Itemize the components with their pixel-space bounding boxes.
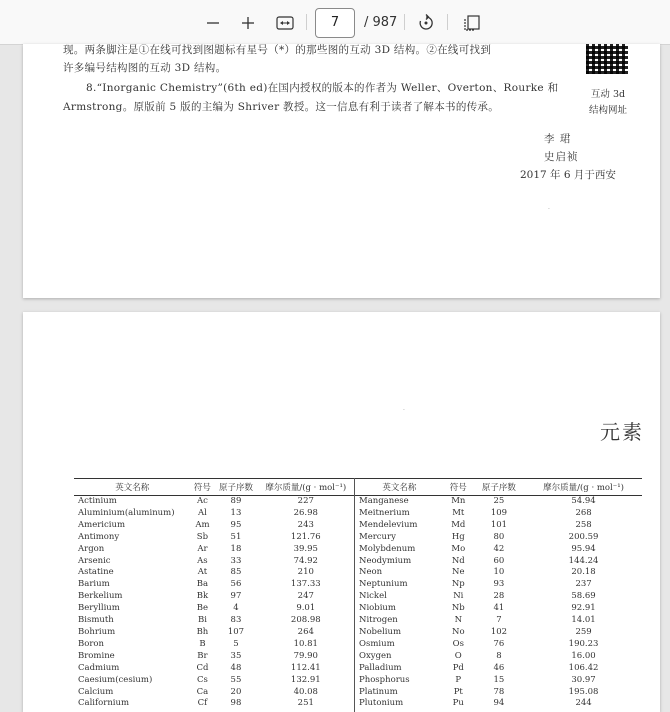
symbol-cell: No	[452, 626, 465, 637]
page-total: / 987	[364, 15, 398, 30]
element-name-cell: Mendelevium	[359, 519, 418, 530]
symbol-cell: N	[454, 615, 462, 626]
zoom-in-button[interactable]	[236, 11, 260, 35]
element-name-cell: Nickel	[359, 591, 387, 602]
toolbar-divider	[306, 14, 307, 30]
symbol-cell: Mn	[451, 496, 466, 506]
symbol-cell: Bk	[196, 591, 209, 602]
atomic-number-cell: 95	[230, 519, 242, 530]
atomic-number-cell: 5	[233, 638, 239, 649]
element-name-cell: Cadmium	[78, 662, 120, 673]
zoom-out-button[interactable]	[201, 11, 225, 35]
element-name-cell: Bohrium	[78, 626, 116, 637]
column-header: 原子序数	[473, 479, 525, 496]
molar-mass-cell: 251	[297, 698, 314, 709]
symbol-cell: Ar	[197, 543, 208, 554]
symbol-cell: Be	[196, 603, 209, 614]
atomic-number-cell: 51	[230, 531, 242, 542]
atomic-number-cell: 102	[490, 626, 508, 637]
table-row	[355, 579, 642, 591]
table-row	[355, 591, 642, 603]
rotate-button[interactable]	[414, 11, 438, 35]
symbol-cell: Ca	[196, 686, 209, 697]
author-signature: 史启祯	[544, 151, 579, 163]
molar-mass-cell: 227	[297, 496, 314, 506]
table-row	[74, 615, 354, 627]
symbol-cell: At	[197, 567, 208, 578]
atomic-number-cell: 42	[493, 543, 505, 554]
symbol-cell: Nd	[451, 555, 465, 566]
element-name-cell: Platinum	[359, 686, 398, 697]
molar-mass-cell: 243	[297, 519, 314, 530]
atomic-number-cell: 93	[493, 579, 505, 590]
element-name-cell: Californium	[78, 698, 130, 709]
table-row	[74, 556, 354, 568]
atomic-number-cell: 8	[496, 650, 502, 661]
element-name-cell: Oxygen	[359, 650, 392, 661]
table-row	[355, 615, 642, 627]
symbol-cell: Cd	[196, 662, 209, 673]
table-header-row	[74, 479, 354, 496]
author-signature: 李 珺	[544, 133, 572, 145]
symbol-cell: Mo	[451, 543, 466, 554]
fit-width-button[interactable]	[273, 11, 297, 35]
page-title: 元素	[600, 420, 644, 444]
element-name-cell: Argon	[78, 543, 105, 554]
table-row	[74, 532, 354, 544]
table-row	[355, 675, 642, 687]
atomic-number-cell: 7	[496, 615, 502, 626]
atomic-number-cell: 109	[490, 507, 508, 518]
symbol-cell: Pu	[452, 698, 464, 709]
molar-mass-cell: 210	[297, 567, 314, 578]
molar-mass-cell: 95.94	[571, 543, 596, 554]
element-name-cell: Phosphorus	[359, 674, 410, 685]
page-number-input[interactable]: 7	[315, 8, 355, 38]
molar-mass-cell: 258	[575, 519, 592, 530]
atomic-number-cell: 83	[230, 615, 242, 626]
pdf-toolbar	[0, 0, 670, 45]
element-name-cell: Americium	[78, 519, 126, 530]
symbol-cell: Cf	[197, 698, 208, 709]
table-row	[355, 532, 642, 544]
toolbar-divider	[404, 14, 405, 30]
symbol-cell: B	[199, 638, 206, 649]
document-page	[23, 312, 660, 712]
signature-date: 2017 年 6 月于西安	[520, 169, 616, 181]
table-row	[355, 639, 642, 651]
symbol-cell: Cs	[197, 674, 208, 685]
table-row	[355, 663, 642, 675]
atomic-number-cell: 80	[493, 531, 505, 542]
atomic-number-cell: 25	[493, 496, 505, 506]
atomic-number-cell: 78	[493, 686, 505, 697]
symbol-cell: O	[454, 650, 462, 661]
molar-mass-cell: 200.59	[568, 531, 599, 542]
atomic-number-cell: 13	[230, 507, 242, 518]
table-row	[355, 603, 642, 615]
scan-speck: ·	[548, 206, 550, 213]
molar-mass-cell: 14.01	[571, 615, 596, 626]
symbol-cell: Np	[451, 579, 465, 590]
atomic-number-cell: 89	[230, 496, 242, 506]
molar-mass-cell: 26.98	[293, 507, 318, 518]
table-row	[74, 639, 354, 651]
atomic-number-cell: 35	[230, 650, 242, 661]
molar-mass-cell: 121.76	[290, 531, 321, 542]
symbol-cell: Pt	[453, 686, 463, 697]
atomic-number-cell: 60	[493, 555, 505, 566]
atomic-number-cell: 28	[493, 591, 505, 602]
atomic-number-cell: 101	[490, 519, 508, 530]
element-name-cell: Antimony	[78, 531, 120, 542]
table-row	[74, 567, 354, 579]
element-name-cell: Palladium	[359, 662, 402, 673]
symbol-cell: Nb	[451, 603, 465, 614]
table-row	[74, 651, 354, 663]
symbol-cell: P	[455, 674, 462, 685]
table-row	[74, 627, 354, 639]
atomic-number-cell: 20	[230, 686, 242, 697]
symbol-cell: Bh	[196, 626, 209, 637]
molar-mass-cell: 20.18	[571, 567, 596, 578]
molar-mass-cell: 39.95	[293, 543, 318, 554]
element-name-cell: Bismuth	[78, 615, 114, 626]
table-row	[355, 698, 642, 710]
molar-mass-cell: 58.69	[571, 591, 596, 602]
molar-mass-cell: 74.92	[293, 555, 318, 566]
atomic-number-cell: 56	[230, 579, 242, 590]
table-header-row	[355, 479, 642, 496]
symbol-cell: Md	[451, 519, 466, 530]
paragraph-line: 现。两条脚注是①在线可找到图题标有星号（*）的那些图的互动 3D 结构。②在线可找到	[63, 44, 492, 56]
table-row	[355, 508, 642, 520]
symbol-cell: Sb	[196, 531, 209, 542]
toolbar-divider	[447, 14, 448, 30]
element-name-cell: Berkelium	[78, 591, 123, 602]
scan-speck: ·	[403, 407, 405, 414]
qr-label: 结构网址	[588, 105, 627, 116]
symbol-cell: Pd	[452, 662, 464, 673]
table-row	[74, 675, 354, 687]
table-row	[74, 603, 354, 615]
symbol-cell: Ac	[196, 496, 208, 506]
column-header: 符号	[191, 479, 215, 496]
page-view-button[interactable]	[460, 11, 484, 35]
atomic-number-cell: 97	[230, 591, 242, 602]
molar-mass-cell: 268	[575, 507, 592, 518]
molar-mass-cell: 30.97	[571, 674, 596, 685]
symbol-cell: Mt	[452, 507, 465, 518]
table-row	[355, 496, 642, 508]
atomic-number-cell: 76	[493, 638, 505, 649]
molar-mass-cell: 237	[575, 579, 592, 590]
table-row	[355, 567, 642, 579]
symbol-cell: Ne	[452, 567, 465, 578]
atomic-number-cell: 33	[230, 555, 242, 566]
page-view-icon	[463, 15, 481, 31]
element-name-cell: Bromine	[78, 650, 115, 661]
table-row	[74, 663, 354, 675]
atomic-number-cell: 41	[493, 603, 505, 614]
element-name-cell: Nobelium	[359, 626, 401, 637]
atomic-number-cell: 98	[230, 698, 242, 709]
molar-mass-cell: 40.08	[293, 686, 318, 697]
symbol-cell: Br	[197, 650, 208, 661]
element-name-cell: Neptunium	[359, 579, 408, 590]
column-header: 原子序数	[214, 479, 257, 496]
table-row	[74, 591, 354, 603]
element-name-cell: Niobium	[359, 603, 396, 614]
atomic-number-cell: 48	[230, 662, 242, 673]
symbol-cell: Os	[452, 638, 464, 649]
table-row	[74, 687, 354, 699]
column-header: 摩尔质量/(g · mol⁻¹)	[525, 479, 642, 496]
paragraph-line: Armstrong。原版前 5 版的主编为 Shriver 教授。这一信息有利于读者了解本书的传承。	[63, 101, 500, 113]
minus-icon	[206, 16, 220, 30]
atomic-number-cell: 85	[230, 567, 242, 578]
element-name-cell: Boron	[78, 638, 105, 649]
molar-mass-cell: 264	[297, 626, 314, 637]
molar-mass-cell: 112.41	[290, 662, 321, 673]
symbol-cell: Hg	[451, 531, 465, 542]
paragraph-line: 许多编号结构图的互动 3D 结构。	[63, 62, 227, 74]
atomic-number-cell: 18	[230, 543, 242, 554]
paragraph-line: 8.“Inorganic Chemistry”(6th ed)在国内授权的版本的作者为 Weller、Overton、Rourke 和	[86, 82, 559, 94]
element-name-cell: Arsenic	[78, 555, 111, 566]
atomic-number-cell: 46	[493, 662, 505, 673]
molar-mass-cell: 208.98	[290, 615, 321, 626]
element-name-cell: Manganese	[359, 496, 409, 506]
symbol-cell: Ba	[196, 579, 209, 590]
element-name-cell: Calcium	[78, 686, 114, 697]
molar-mass-cell: 195.08	[568, 686, 599, 697]
plus-icon	[241, 16, 255, 30]
element-name-cell: Caesium(cesium)	[78, 674, 153, 685]
element-name-cell: Astatine	[78, 567, 114, 578]
molar-mass-cell: 190.23	[568, 638, 599, 649]
element-table-left	[74, 478, 354, 710]
atomic-number-cell: 15	[493, 674, 505, 685]
molar-mass-cell: 132.91	[290, 674, 321, 685]
table-row	[74, 698, 354, 710]
molar-mass-cell: 16.00	[571, 650, 596, 661]
element-name-cell: Molybdenum	[359, 543, 416, 554]
molar-mass-cell: 259	[575, 626, 592, 637]
table-row	[74, 508, 354, 520]
symbol-cell: As	[197, 555, 208, 566]
element-table-right	[355, 478, 642, 710]
molar-mass-cell: 244	[575, 698, 592, 709]
table-row	[355, 651, 642, 663]
atomic-number-cell: 107	[227, 626, 245, 637]
table-row	[355, 556, 642, 568]
column-header: 英文名称	[355, 479, 444, 496]
rotate-icon	[417, 14, 435, 32]
element-name-cell: Osmium	[359, 638, 395, 649]
atomic-number-cell: 94	[493, 698, 505, 709]
symbol-cell: Al	[198, 507, 207, 518]
element-name-cell: Beryllium	[78, 603, 120, 614]
column-header: 英文名称	[74, 479, 191, 496]
atomic-number-cell: 55	[230, 674, 242, 685]
atomic-number-cell: 10	[493, 567, 505, 578]
symbol-cell: Ni	[453, 591, 464, 602]
element-name-cell: Neodymium	[359, 555, 412, 566]
qr-code-image	[586, 44, 628, 74]
table-row	[74, 544, 354, 556]
element-name-cell: Plutonium	[359, 698, 404, 709]
symbol-cell: Bi	[197, 615, 207, 626]
element-name-cell: Barium	[78, 579, 110, 590]
element-name-cell: Aluminium(aluminum)	[78, 507, 175, 518]
molar-mass-cell: 144.24	[568, 555, 599, 566]
molar-mass-cell: 247	[297, 591, 314, 602]
element-name-cell: Mercury	[359, 531, 396, 542]
molar-mass-cell: 10.81	[293, 638, 318, 649]
molar-mass-cell: 79.90	[293, 650, 318, 661]
document-page	[23, 44, 660, 298]
column-header: 摩尔质量/(g · mol⁻¹)	[258, 479, 354, 496]
table-row	[355, 687, 642, 699]
molar-mass-cell: 9.01	[296, 603, 316, 614]
element-name-cell: Meitnerium	[359, 507, 410, 518]
fit-width-icon	[276, 16, 294, 30]
symbol-cell: Am	[195, 519, 210, 530]
element-name-cell: Neon	[359, 567, 383, 578]
table-row	[355, 544, 642, 556]
table-row	[74, 496, 354, 508]
element-name-cell: Actinium	[78, 496, 117, 506]
atomic-number-cell: 4	[233, 603, 239, 614]
table-row	[74, 520, 354, 532]
table-row	[355, 627, 642, 639]
molar-mass-cell: 137.33	[290, 579, 321, 590]
molar-mass-cell: 54.94	[571, 496, 596, 506]
table-row	[355, 520, 642, 532]
element-name-cell: Nitrogen	[359, 615, 398, 626]
molar-mass-cell: 92.91	[571, 603, 596, 614]
table-row	[74, 579, 354, 591]
molar-mass-cell: 106.42	[568, 662, 599, 673]
qr-label: 互动 3d	[590, 89, 626, 100]
column-header: 符号	[444, 479, 473, 496]
